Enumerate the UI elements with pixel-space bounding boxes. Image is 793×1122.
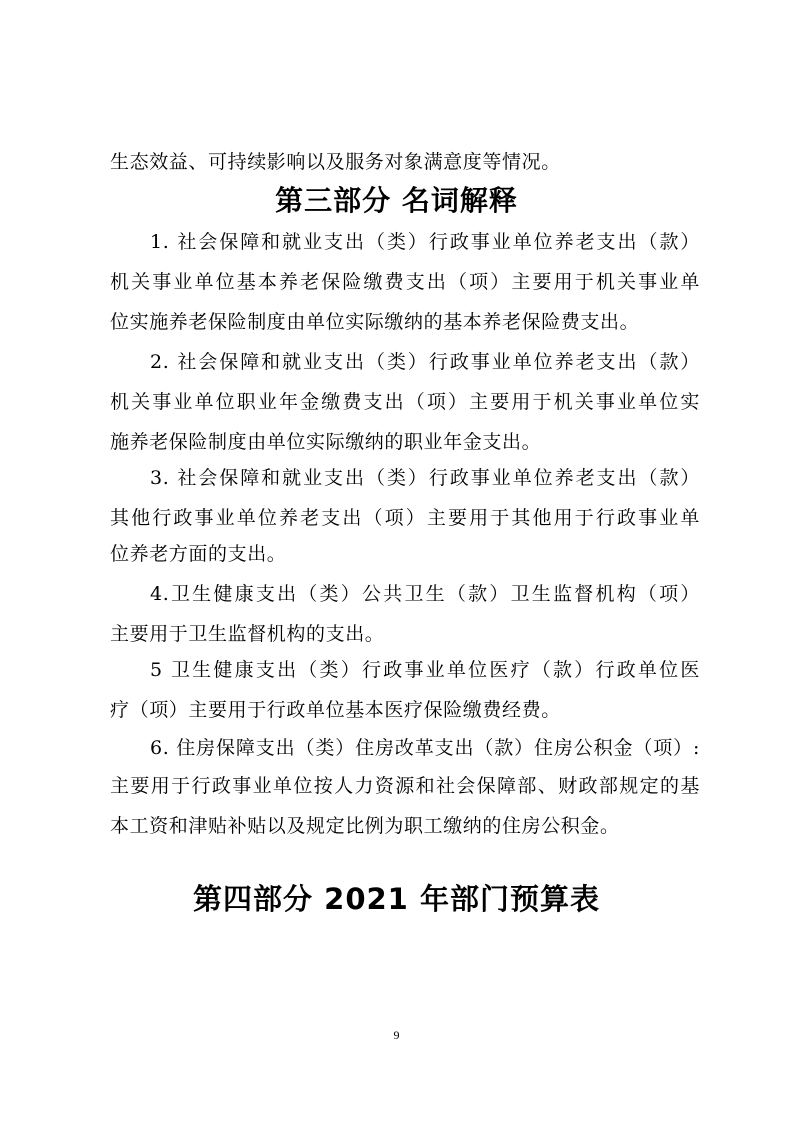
item-6-line-2: 主要用于行政事业单位按人力资源和社会保障部、财政部规定的基 [110, 775, 700, 797]
item-5-line-1: 5 卫生健康支出（类）行政事业单位医疗（款）行政单位医 [150, 659, 700, 681]
section-3-title: 第三部分 名词解释 [275, 184, 518, 217]
item-5-line-2: 疗（项）主要用于行政单位基本医疗保险缴费经费。 [110, 699, 561, 721]
item-3-line-1: 3. 社会保障和就业支出（类）行政事业单位养老支出（款） [150, 467, 700, 489]
item-4-line-1: 4.卫生健康支出（类）公共卫生（款）卫生监督机构（项） [150, 583, 700, 605]
item-3-line-2: 其他行政事业单位养老支出（项）主要用于其他用于行政事业单 [110, 507, 700, 529]
item-2-line-3: 施养老保险制度由单位实际缴纳的职业年金支出。 [110, 431, 542, 453]
item-4-line-2: 主要用于卫生监督机构的支出。 [110, 623, 385, 645]
item-2-line-1: 2. 社会保障和就业支出（类）行政事业单位养老支出（款） [150, 351, 700, 373]
intro-tail-line: 生态效益、可持续影响以及服务对象满意度等情况。 [110, 151, 561, 173]
item-6-line-1: 6. 住房保障支出（类）住房改革支出（款）住房公积金（项）: [150, 737, 700, 759]
item-3-line-3: 位养老方面的支出。 [110, 543, 287, 565]
page-number: 9 [393, 1028, 400, 1042]
item-6-line-3: 本工资和津贴补贴以及规定比例为职工缴纳的住房公积金。 [110, 815, 620, 837]
section-4-title: 第四部分 2021 年部门预算表 [193, 882, 600, 916]
item-1-line-2: 机关事业单位基本养老保险缴费支出（项）主要用于机关事业单 [110, 271, 700, 293]
item-2-line-2: 机关事业单位职业年金缴费支出（项）主要用于机关事业单位实 [110, 391, 700, 413]
item-1-line-3: 位实施养老保险制度由单位实际缴纳的基本养老保险费支出。 [110, 311, 640, 333]
item-1-line-1: 1. 社会保障和就业支出（类）行政事业单位养老支出（款） [150, 231, 700, 253]
